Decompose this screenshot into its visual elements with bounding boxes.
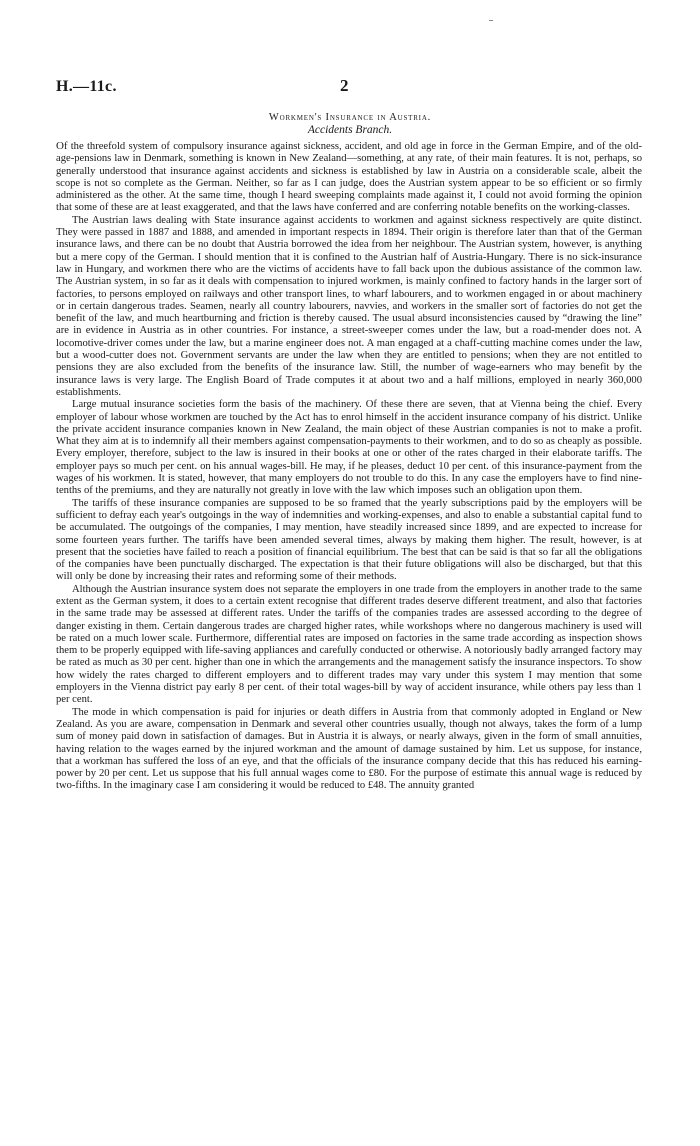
body-text	[56, 140, 642, 793]
document-reference: H.—11c.	[56, 78, 117, 95]
page-number: 2	[340, 76, 349, 95]
paragraph: Large mutual insurance societies form the basis of the machinery. Of these there are seven, that at Vienna being the chief. Every employer of labour whose workmen are touched by the Act has to enrol himself in the accident insurance company of his district. Unlike the private accident insurance companies known in New Zealand, the main object of these Austrian companies is not to make a profit. What they aim at is to indemnify all their members against compensation-payments to their workmen, and to do so as cheaply as possible. Every employer, therefore, subject to the law is insured in their books at one or other of the rates charged in their elaborate tariffs. The employer pays so much per cent. on his annual wages-bill. He may, if he pleases, deduct 10 per cent. of this insurance-payment from the wages of his workmen. It is stated, however, that many employers do not trouble to do this. In any case the employers have to find nine-tenths of the premiums, and they are naturally not greatly in love with the law which imposes such an obligation upon them.	[56, 399, 642, 497]
paragraph: Although the Austrian insurance system does not separate the employers in one trade from the employers in another trade to the same extent as the German system, it does to a certain extent recognise that different trades deserve different treatment, and also that factories in the same trade may be assessed at different rates. Under the tariffs of the companies trades are assessed according to the degree of danger existing in them. Certain dangerous trades are charged higher rates, while workshops where no dangerous machinery is used will be rated on a much lower scale. Furthermore, differential rates are imposed on factories in the same trade according as inspection shows them to be properly equipped with life-saving appliances and carefully conducted or otherwise. A notoriously badly arranged factory may be rated as much as 30 per cent. higher than one in which the arrangements and the management satisfy the insurance inspectors. To show how widely the rates charged to different employers and to different trades may vary under this system I may mention that some employers in the Vienna district pay early 8 per cent. of their total wages-bill by way of accident insurance, while others pay less than 1 per cent.	[56, 583, 642, 706]
section-title: Workmen's Insurance in Austria.	[268, 112, 432, 123]
page-mark	[489, 20, 493, 21]
section-subtitle: Accidents Branch.	[307, 124, 393, 136]
paragraph: The Austrian laws dealing with State insurance against accidents to workmen and against sickness respectively are quite distinct. They were passed in 1887 and 1888, and amended in important respects in 1894. Their origin is therefore later than that of the German insurance laws, and there can be no doubt that Austria borrowed the idea from her neighbour. The Austrian system, however, is anything but a mere copy of the German. I should mention that it is confined to the Austrian half of Austria-Hungary. There is no sick-insurance law in Hungary, and workmen there who are the victims of accidents have to fall back upon the dubious assistance of the common law. The Austrian system, in so far as it deals with compensation to injured workmen, is mainly confined to factory hands in the larger sort of factories, to persons employed on railways and other transport lines, to wharf labourers, and to workmen engaged in or about machinery or in certain dangerous trades. Seamen, nearly all country labourers, navvies, and workers in the smaller sort of factories do not get the benefit of the law, and much heartburning and friction is thereby caused. The usual absurd inconsistencies caused by “drawing the line” are in evidence in Austria as in other countries. For instance, a street-sweeper comes under the law, but a road-mender does not. A locomotive-driver comes under the law, but a marine engineer does not. A man engaged at a chaff-cutting machine comes under the law, but a wood-cutter does not. Government servants are under the law when they are entitled to pensions; when they are not entitled to pensions they are also excluded from the benefits of the insurance law. Still, the number of wage-earners who may benefit by the insurance laws is very large. The English Board of Trade computes it at about two and a half millions, employed in nearly 360,000 establishments.	[56, 214, 642, 398]
paragraph: The tariffs of these insurance companies are supposed to be so framed that the yearly subscriptions paid by the employers will be sufficient to defray each year's outgoings in the way of indemnities and working-expenses, and also to enable a substantial capital fund to be accumulated. The outgoings of the companies, I may mention, have steadily increased since 1899, and are expected to increase for some fourteen years further. The tariffs have been amended several times, always by making them higher. The result, however, is at present that the societies have failed to reach a position of financial equilibrium. The best that can be said is that so far all the obligations of the companies have been punctually discharged. The expectation is that their future obligations will also be discharged, but that this will only be done by increasing their rates and reforming some of their methods.	[56, 497, 642, 583]
paragraph: The mode in which compensation is paid for injuries or death differs in Austria from that commonly adopted in England or New Zealand. As you are aware, compensation in Denmark and several other countries usually, though not always, takes the form of a lump sum of money paid down in satisfaction of damages. But in Austria it is always, or nearly always, given in the form of small annuities, having relation to the wages earned by the injured workman and the amount of damage sustained by him. Let us suppose, for instance, that a workman has suffered the loss of an eye, and that the officials of the insurance company decide that this has reduced his earning-power by 20 per cent. Let us suppose that his full annual wages come to £80. For the purpose of estimate this annual wage is reduced by two-fifths. In the imaginary case I am considering it would be reduced to £48. The annuity granted	[56, 706, 642, 792]
paragraph: Of the threefold system of compulsory insurance against sickness, accident, and old age in force in the German Empire, and of the old-age-pensions law in Denmark, something is known in New Zealand—something, at any rate, of their main features. It is not, perhaps, so generally understood that insurance against accidents and sickness is established by law in Austria on a considerable scale, albeit the scope is not so complete as the German. Neither, so far as I can judge, does the Austrian system appear to be so efficient or so firmly administered as the other. At the same time, though I heard sweeping complaints made against it, I could not avoid forming the opinion that some of these are at least exaggerated, and that the laws have conferred and are conferring notable benefits on the working-classes.	[56, 140, 642, 214]
